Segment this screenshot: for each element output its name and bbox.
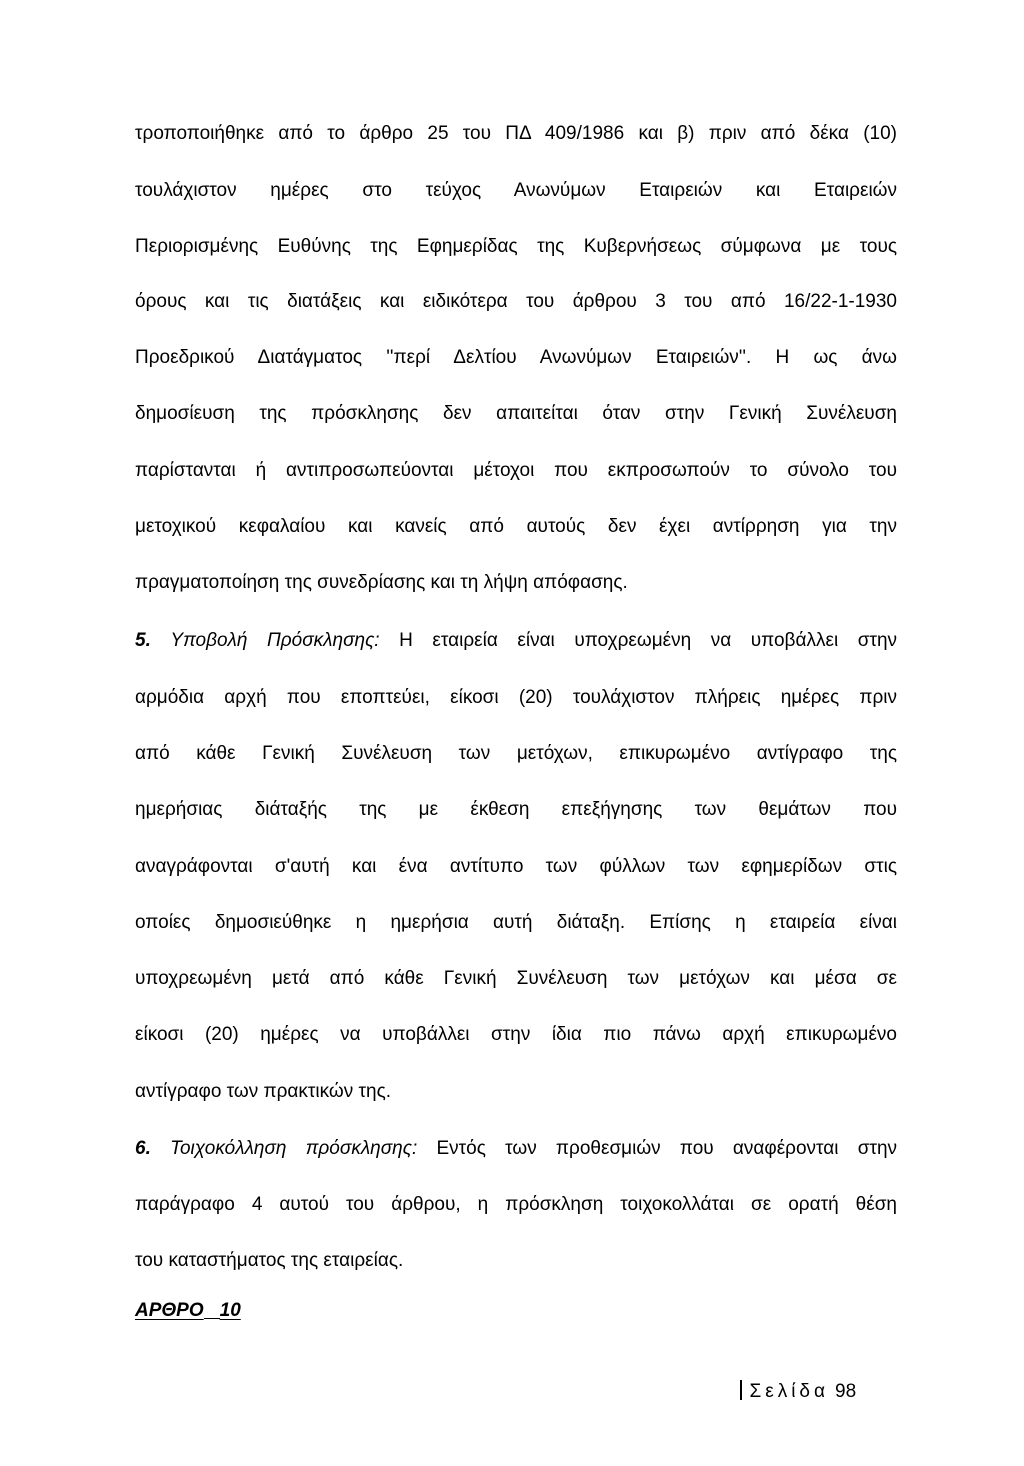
heading-underline-gap bbox=[204, 1299, 220, 1319]
section-6-number: 6. bbox=[135, 1138, 151, 1159]
page-footer bbox=[740, 1380, 856, 1404]
article-heading-number: 10 bbox=[219, 1300, 241, 1321]
section-6-first-line-text: Εντός των προθεσμιών που αναφέρονται στην bbox=[436, 1138, 898, 1159]
article-heading-word: ΑΡΘΡΟ bbox=[135, 1300, 204, 1321]
section-5-line: ημερήσιας διάταξής της με έκθεση επεξήγησης των θεμάτων που bbox=[135, 799, 897, 820]
section-5-line: αντίγραφο των πρακτικών της. bbox=[135, 1081, 392, 1102]
section-5-line: αρμόδια αρχή που εποπτεύει, είκοσι (20) τουλάχιστον πλήρεις ημέρες πριν bbox=[135, 687, 897, 708]
section-6-title: Τοιχοκόλληση πρόσκλησης: bbox=[170, 1138, 418, 1159]
paragraph-line: τουλάχιστον ημέρες στο τεύχος Ανωνύμων Εταιρειών και Εταιρειών bbox=[135, 180, 897, 201]
paragraph-line: όρους και τις διατάξεις και ειδικότερα του άρθρου 3 του από 16/22-1-1930 bbox=[135, 291, 897, 312]
section-5-line: από κάθε Γενική Συνέλευση των μετόχων, επικυρωμένο αντίγραφο της bbox=[135, 743, 897, 764]
section-5-number: 5. bbox=[135, 630, 151, 651]
section-5-line: οποίες δημοσιεύθηκε η ημερήσια αυτή διάταξη. Επίσης η εταιρεία είναι bbox=[135, 912, 897, 933]
paragraph-line: πραγματοποίηση της συνεδρίασης και τη λήψη απόφασης. bbox=[135, 572, 628, 593]
footer-divider bbox=[740, 1380, 742, 1400]
paragraph-line: δημοσίευση της πρόσκλησης δεν απαιτείται όταν στην Γενική Συνέλευση bbox=[135, 403, 897, 424]
section-5-title: Υποβολή Πρόσκλησης: bbox=[170, 630, 380, 651]
section-5-line: είκοσι (20) ημέρες να υποβάλλει στην ίδια πιο πάνω αρχή επικυρωμένο bbox=[135, 1024, 897, 1045]
article-heading bbox=[135, 1299, 241, 1323]
section-5-first-line bbox=[135, 629, 897, 653]
paragraph-line: παρίστανται ή αντιπροσωπεύονται μέτοχοι που εκπροσωπούν το σύνολο του bbox=[135, 460, 897, 481]
section-5-line: υποχρεωμένη μετά από κάθε Γενική Συνέλευση των μετόχων και μέσα σε bbox=[135, 968, 897, 989]
paragraph-line: τροποποιήθηκε από το άρθρο 25 του ΠΔ 409/1986 και β) πριν από δέκα (10) bbox=[135, 123, 897, 144]
paragraph-line: Προεδρικού Διατάγματος ''περί Δελτίου Ανωνύμων Εταιρειών''. Η ως άνω bbox=[135, 347, 897, 368]
paragraph-line: μετοχικού κεφαλαίου και κανείς από αυτούς δεν έχει αντίρρηση για την bbox=[135, 516, 897, 537]
section-6-first-line bbox=[135, 1137, 897, 1161]
section-5-first-line-text: Η εταιρεία είναι υποχρεωμένη να υποβάλλει στην bbox=[399, 630, 898, 651]
footer-page-number: 98 bbox=[835, 1381, 857, 1402]
section-6-line: του καταστήματος της εταιρείας. bbox=[135, 1250, 404, 1271]
footer-page-label: Σελίδα bbox=[749, 1381, 829, 1402]
section-6-line: παράγραφο 4 αυτού του άρθρου, η πρόσκληση τοιχοκολλάται σε ορατή θέση bbox=[135, 1194, 897, 1215]
paragraph-line: Περιορισμένης Ευθύνης της Εφημερίδας της Κυβερνήσεως σύμφωνα με τους bbox=[135, 236, 897, 257]
section-5-line: αναγράφονται σ'αυτή και ένα αντίτυπο των φύλλων των εφημερίδων στις bbox=[135, 856, 897, 877]
